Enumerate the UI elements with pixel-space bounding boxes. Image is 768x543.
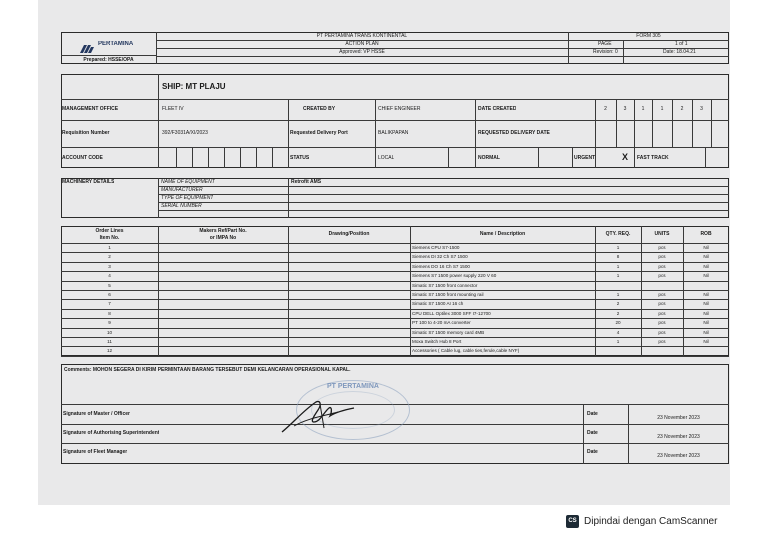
item-desc: CPU DELL Optilex 3000 SFF I7-12700 bbox=[412, 310, 491, 316]
signature-date-label: Date bbox=[587, 411, 598, 417]
item-no: 3 bbox=[108, 263, 111, 269]
handwritten-signature bbox=[274, 392, 364, 436]
comments: Comments: MOHON SEGERA DI KIRIM PERMINTAAN BARANG TERSEBUT DEMI KELANCARAN OPERASIONAL KAPAL. bbox=[64, 367, 351, 373]
delivery-date-label: REQUESTED DELIVERY DATE bbox=[478, 130, 550, 136]
document-title: ACTION PLAN bbox=[345, 41, 379, 47]
item-qty: 20 bbox=[615, 320, 621, 326]
delivery-port-label: Requested Delivery Port bbox=[290, 130, 348, 136]
signature-date: 23 November 2023 bbox=[657, 453, 700, 459]
requisition-value: 392/F3031A/XI/2023 bbox=[162, 130, 208, 136]
management-office-label: MANAGEMENT OFFICE bbox=[62, 106, 119, 112]
machinery-field: NAME OF EQUIPMENT bbox=[161, 179, 215, 185]
machinery-field: SERIAL NUMBER bbox=[161, 203, 202, 209]
item-no: 12 bbox=[106, 348, 113, 354]
status-label: STATUS bbox=[290, 155, 310, 161]
item-no: 5 bbox=[108, 282, 111, 288]
management-office-value: FLEET IV bbox=[162, 106, 184, 112]
item-desc: Siemens DI 32 Ch S7 1500 bbox=[412, 254, 468, 260]
item-desc: Siemens S7 1500 power supply 220 V 60 bbox=[412, 273, 497, 279]
item-desc: Simatic S7 1500 AI 16 ch bbox=[412, 301, 464, 307]
machinery-field: MANUFACTURER bbox=[161, 187, 203, 193]
item-desc: Siemens CPU S7-1500 bbox=[412, 245, 460, 250]
requisition-label: Requisition Number bbox=[62, 130, 110, 136]
item-desc: Simatic S7 1500 front connector bbox=[412, 282, 478, 288]
signature-date-label: Date bbox=[587, 449, 598, 455]
item-qty: 1 bbox=[616, 339, 620, 344]
page-label: PAGE bbox=[598, 41, 612, 47]
item-desc: PT 100 to 4-20 mA converter bbox=[412, 320, 471, 326]
urgent-checkmark: X bbox=[621, 152, 628, 162]
camscanner-watermark bbox=[566, 513, 717, 529]
date-digit: 1 bbox=[641, 106, 645, 112]
item-qty: 2 bbox=[616, 301, 620, 307]
item-desc: Accessories ( Cable lug, cable ties,ferule,cable NYF) bbox=[412, 348, 520, 354]
row-divider bbox=[61, 337, 729, 338]
machinery-label: MACHINERY DETAILS bbox=[62, 179, 115, 185]
item-unit: pcs bbox=[658, 263, 666, 269]
form-date: Date: 18.04.21 bbox=[663, 49, 696, 55]
row-divider bbox=[61, 299, 729, 300]
signature-label: Signature of Authorising Superintendent bbox=[63, 430, 160, 436]
col-order-line: Order Lines bbox=[95, 228, 124, 234]
item-no: 9 bbox=[108, 320, 111, 326]
item-qty: 1 bbox=[616, 263, 620, 269]
item-unit: pcs bbox=[658, 329, 666, 335]
prepared-by: Prepared: HSSE/OPA bbox=[83, 57, 134, 63]
row-divider bbox=[61, 328, 729, 329]
date-digit: 3 bbox=[623, 106, 627, 112]
item-qty: 8 bbox=[616, 254, 620, 260]
item-unit: pcs bbox=[658, 292, 666, 297]
normal-label: NORMAL bbox=[478, 155, 500, 161]
item-unit: pcs bbox=[658, 273, 666, 279]
col-units: UNITS bbox=[654, 231, 670, 237]
signature-label: Signature of Master / Officer bbox=[63, 411, 130, 417]
item-rob: Nil bbox=[703, 245, 709, 250]
status-value: LOCAL bbox=[378, 155, 395, 161]
urgent-label: URGENT bbox=[574, 155, 596, 161]
item-rob: Nil bbox=[703, 310, 709, 316]
col-drawing: Drawing/Position bbox=[328, 231, 370, 237]
date-digit: 2 bbox=[680, 106, 684, 112]
item-rob: Nil bbox=[703, 263, 709, 269]
fast-track-label: FAST TRACK bbox=[637, 155, 669, 161]
item-unit: pcs bbox=[658, 254, 666, 260]
stamp-text: PT PERTAMINA bbox=[327, 383, 379, 390]
row-divider bbox=[61, 346, 729, 347]
item-desc: Siemens DO 16 Ch S7 1500 bbox=[412, 263, 470, 269]
item-rob: Nil bbox=[703, 273, 709, 279]
row-divider bbox=[61, 281, 729, 282]
item-unit: pcs bbox=[658, 310, 666, 316]
delivery-port-value: BALIKPAPAN bbox=[378, 130, 409, 136]
date-digit: 3 bbox=[700, 106, 703, 112]
col-item-no: Item No. bbox=[99, 235, 120, 241]
item-rob: Nil bbox=[703, 292, 709, 297]
scanned-document bbox=[38, 0, 730, 505]
row-divider bbox=[61, 356, 729, 357]
company-name: PT PERTAMINA TRANS KONTINENTAL bbox=[316, 33, 408, 39]
machinery-value: Retrofit AMS bbox=[291, 179, 322, 185]
signature-date: 23 November 2023 bbox=[657, 415, 700, 421]
item-no: 6 bbox=[108, 292, 111, 297]
item-rob: Nil bbox=[703, 329, 709, 335]
item-qty: 4 bbox=[616, 329, 620, 335]
item-qty: 1 bbox=[616, 292, 620, 297]
item-no: 7 bbox=[108, 301, 111, 307]
logo-text: PERTAMINA bbox=[98, 41, 134, 47]
item-qty: 2 bbox=[616, 310, 620, 316]
item-rob: Nil bbox=[703, 254, 709, 260]
item-no: 10 bbox=[106, 329, 113, 335]
col-name: Name / Description bbox=[479, 231, 526, 237]
row-divider bbox=[61, 309, 729, 310]
col-impa: or IMPA No bbox=[209, 235, 237, 241]
form-number: FORM 305 bbox=[636, 33, 661, 39]
page-value: 1 of 1 bbox=[675, 41, 688, 47]
signature-date: 23 November 2023 bbox=[657, 434, 700, 440]
signature-label: Signature of Fleet Manager bbox=[63, 449, 128, 455]
item-no: 4 bbox=[108, 273, 111, 279]
item-qty: 1 bbox=[616, 273, 620, 279]
pertamina-logo-icon bbox=[80, 40, 94, 49]
row-divider bbox=[61, 318, 729, 319]
item-rob: Nil bbox=[703, 301, 709, 307]
item-desc: Moxa Switch Hub 8 Port bbox=[412, 339, 462, 344]
item-rob: Nil bbox=[703, 339, 709, 344]
row-divider bbox=[61, 262, 729, 263]
item-desc: Simatic S7 1500 front mounting rail bbox=[412, 292, 484, 297]
machinery-field: TYPE OF EQUIPMENT bbox=[161, 195, 214, 201]
row-divider bbox=[61, 252, 729, 253]
col-qty: QTY. REQ. bbox=[605, 231, 631, 237]
revision: Revision: 0 bbox=[593, 49, 618, 55]
created-by-label: CREATED BY bbox=[303, 106, 336, 112]
approved-by: Approved: VP HSSE bbox=[339, 49, 385, 55]
camscanner-logo-icon: CS bbox=[566, 515, 579, 528]
col-rob: ROB bbox=[700, 231, 712, 237]
date-created-label: DATE CREATED bbox=[478, 106, 517, 112]
item-unit: pcs bbox=[658, 339, 666, 344]
item-no: 2 bbox=[108, 254, 111, 260]
date-digit: 2 bbox=[604, 106, 607, 112]
item-no: 11 bbox=[107, 339, 112, 344]
item-no: 8 bbox=[108, 310, 111, 316]
item-unit: pcs bbox=[658, 320, 666, 326]
row-divider bbox=[61, 290, 729, 291]
signature-date-label: Date bbox=[587, 430, 598, 436]
ship-name: SHIP: MT PLAJU bbox=[162, 82, 226, 91]
camscanner-text: Dipindai dengan CamScanner bbox=[584, 515, 718, 527]
item-desc: Simatic S7 1500 memory card 4MB bbox=[412, 329, 485, 335]
item-no: 1 bbox=[108, 245, 111, 250]
item-unit: pcs bbox=[658, 301, 666, 307]
account-code-label: ACCOUNT CODE bbox=[62, 155, 103, 161]
item-rob: Nil bbox=[703, 320, 709, 326]
created-by-value: CHIEF ENGINEER bbox=[378, 106, 421, 112]
item-unit: pcs bbox=[658, 245, 666, 250]
col-makers-ref: Makers Ref/Part No. bbox=[199, 228, 247, 234]
date-digit: 1 bbox=[660, 106, 664, 112]
item-qty: 1 bbox=[616, 245, 620, 250]
row-divider bbox=[61, 271, 729, 272]
